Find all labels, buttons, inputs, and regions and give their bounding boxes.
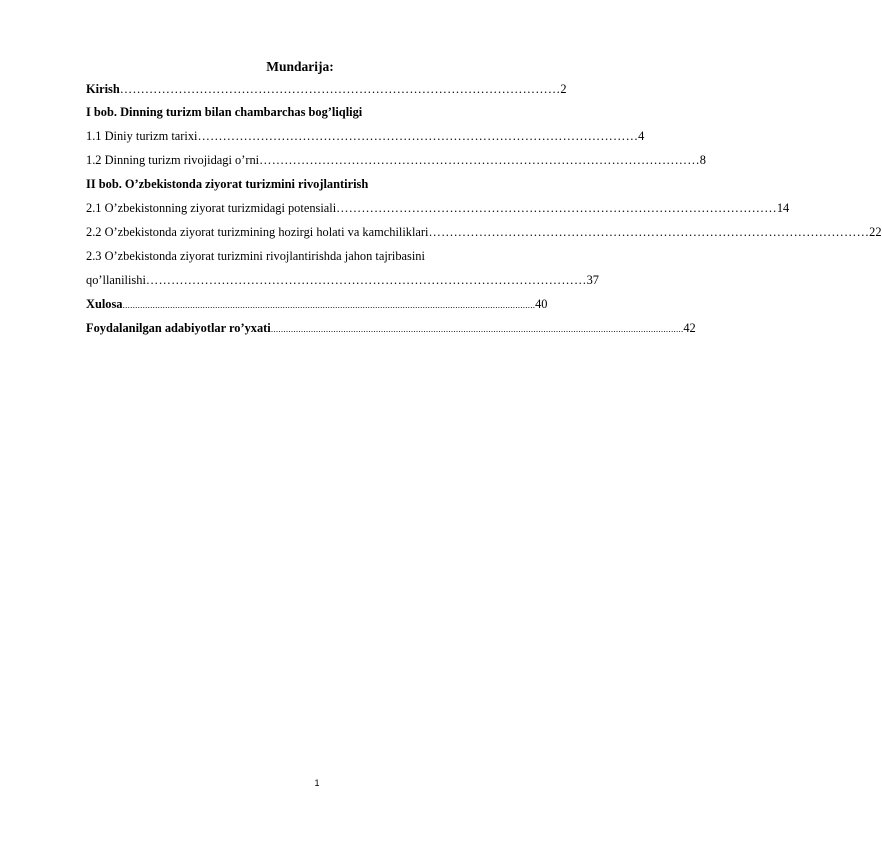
dot-leader: ..................................................................................................................................................................... [270,324,684,334]
toc-entry-page: 40 [535,297,548,311]
toc-entry-2-3[interactable] [86,246,543,266]
toc-chapter-1-heading[interactable] [86,102,543,122]
toc-entry-1-2[interactable] [86,150,706,170]
toc-entry-kirish[interactable] [86,79,567,99]
dot-leader: …………………………………………………………………………………………… [119,82,561,96]
dot-leader: …………………………………………………………………………………………… [259,153,700,167]
dot-leader: …………………………………………………………………………………………… [197,129,639,143]
toc-chapter-2-heading[interactable] [86,174,543,194]
toc-entry-page: 4 [638,129,645,143]
table-of-contents-title: Mundarija: [266,59,334,74]
toc-entry-label: Xulosa [86,297,123,311]
toc-entry-label: 1.1 Diniy turizm tarixi [86,129,198,143]
toc-entry-2-3-continued[interactable] [86,270,599,290]
toc-entry-page: 14 [776,201,790,215]
toc-entry-label: 2.1 O’zbekistonning ziyorat turizmidagi potensiali [86,201,337,215]
toc-entry-label: 2.3 O’zbekistonda ziyorat turizmini rivojlantirishda jahon tajribasini [86,249,425,263]
dot-leader: …………………………………………………………………………………………… [336,201,777,215]
toc-entry-label: qo’llanilishi [86,273,146,287]
toc-entry-page: 22 [869,225,882,239]
toc-entry-adabiyotlar[interactable] [86,318,696,338]
toc-entry-label: 2.2 O’zbekistonda ziyorat turizmining hozirgi holati va kamchiliklari [86,225,429,239]
dot-leader: …………………………………………………………………………………………… [428,225,870,239]
toc-entry-xulosa[interactable] [86,294,548,314]
toc-entry-label: Kirish [86,82,120,96]
toc-entry-page: 8 [699,153,706,167]
dot-leader: …………………………………………………………………………………………… [145,273,587,287]
toc-entry-2-1[interactable] [86,198,790,218]
toc-entry-label: I bob. Dinning turizm bilan chambarchas bog’liqligi [86,105,363,119]
toc-entry-page: 42 [683,321,696,335]
toc-entry-label: Foydalanilgan adabiyotlar ro’yxati [86,321,271,335]
toc-entry-label: 1.2 Dinning turizm rivojidagi o’rni [86,153,260,167]
toc-entry-2-2[interactable] [86,222,882,242]
dot-leader: ..................................................................................................................................................................... [122,300,536,310]
page-number: 1 [314,778,320,788]
toc-entry-page: 37 [586,273,599,287]
toc-entry-page: 2 [560,82,567,96]
toc-entry-1-1[interactable] [86,126,645,146]
toc-entry-label: II bob. O’zbekistonda ziyorat turizmini rivojlantirish [86,177,369,191]
